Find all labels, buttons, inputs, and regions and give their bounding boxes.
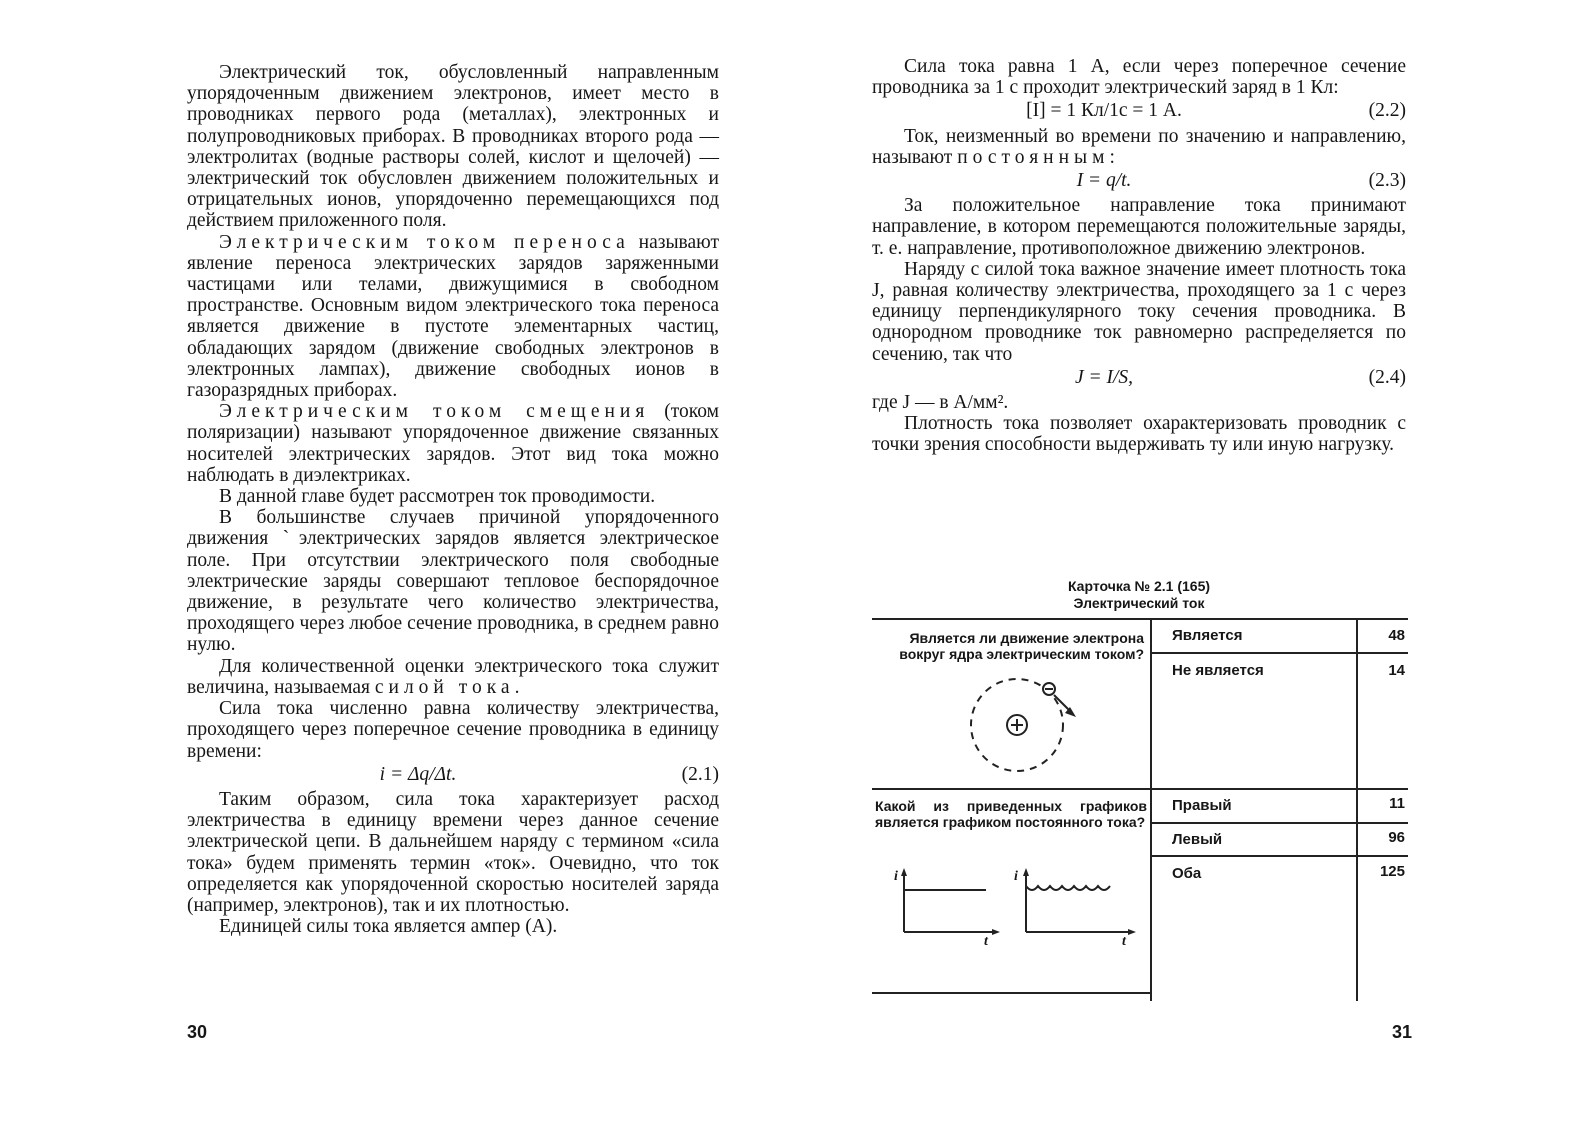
- paragraph: Плотность тока позволяет охарактеризовать проводник с точки зрения способности выдерживать ту или иную нагрузку.: [872, 413, 1406, 456]
- answer-divider: [1150, 652, 1408, 654]
- left-page: [187, 62, 719, 937]
- answer-divider: [1150, 855, 1408, 857]
- answer-code: 11: [1389, 795, 1405, 812]
- paragraph: За положительное направление тока принимают направление, в котором перемещаются положительные заряды, т. е. направление, противоположное движению электронов.: [872, 195, 1406, 259]
- paragraph-text: .: [514, 676, 520, 698]
- term-constant: постоянным: [957, 146, 1110, 168]
- paragraph-text: :: [1109, 146, 1115, 168]
- answer-code: 14: [1388, 662, 1405, 679]
- equation-number: (2.4): [1368, 366, 1406, 388]
- paragraph: В данной главе будет рассмотрен ток проводимости.: [219, 486, 656, 508]
- paragraph: Единицей силы тока является ампер (А).: [219, 916, 558, 938]
- right-page: [872, 56, 1406, 456]
- equation-2-2: [872, 100, 1406, 121]
- atom-diagram-icon: [962, 673, 1102, 783]
- page-number-left: 30: [187, 1022, 208, 1042]
- equation-2-1: [187, 764, 719, 785]
- card-border-top: [872, 618, 1408, 620]
- paragraph: В большинстве случаев причиной упорядоченного движения ˋэлектрических зарядов является электрическое поле. При отсутствии электрического поля свободные электрические заряды совершают тепловое беспорядочное движение, в результате чего количество электричества, проходящего через любое сечение проводника, в среднем равно нулю.: [187, 507, 719, 656]
- graph-right-y-label: i: [1014, 869, 1018, 884]
- paragraph-current-strength: [187, 656, 719, 698]
- graph-left-x-label: t: [984, 934, 988, 949]
- answer-q1-yes: Является: [1172, 627, 1243, 644]
- question-card: [872, 618, 1408, 1003]
- question-2: Какой из приведенных графиков является графиком постоянного тока?: [875, 798, 1147, 830]
- card-border-bottom: [872, 992, 1152, 994]
- answer-q2-right: Правый: [1172, 797, 1232, 814]
- card-divider-code: [1356, 618, 1358, 1001]
- equation-2-3: [872, 170, 1406, 191]
- paragraph: Электрический ток, обусловленный направленным упорядоченным движением электронов, имеет место в проводниках первого рода (металлах), электронных и полупроводниковых приборах. В проводниках второго рода — электролитах (водные растворы солей, кислот и щелочей) — электрический ток обусловлен движением положительных и отрицательных ионов, упорядоченно перемещающихся под действием приложенного поля.: [187, 62, 719, 232]
- question-1: Является ли движение электрона вокруг ядра электрическим током?: [899, 630, 1144, 662]
- card-divider-question: [1150, 618, 1152, 1001]
- card-subtitle: Электрический ток: [1073, 595, 1205, 611]
- equation-2-4: [872, 367, 1406, 388]
- paragraph-transfer-current: [187, 232, 719, 402]
- term-displacement-current: Электрическим током смещения: [219, 401, 650, 423]
- answer-q2-left: Левый: [1172, 831, 1223, 848]
- answer-code: 48: [1388, 627, 1405, 644]
- graph-left-y-label: i: [894, 869, 898, 884]
- equation-number: (2.2): [1368, 100, 1406, 122]
- paragraph: где J — в А/мм².: [872, 392, 1009, 414]
- paragraph-text: Для количественной оценки электрического тока служит величина, называемая: [187, 655, 719, 698]
- paragraph-text: (током поляризации) называют упорядоченное движение связанных носителей электрических зарядов. Этот вид тока можно наблюдать в диэлектриках.: [187, 401, 719, 486]
- paragraph: Сила тока численно равна количеству электричества, проходящего через поперечное сечение проводника в единицу времени:: [187, 698, 719, 762]
- formula: I = q/t.: [1076, 170, 1132, 192]
- answer-code: 96: [1388, 829, 1405, 846]
- equation-number: (2.3): [1368, 170, 1406, 192]
- paragraph: Наряду с силой тока важное значение имеет плотность тока J, равная количеству электричества, проходящего за 1 с через единицу перпендикулярного току сечения проводника. В однородном проводнике ток равномерно распределяется по сечению, так что: [872, 258, 1406, 365]
- graph-right-x-label: t: [1122, 934, 1126, 949]
- card-title: Карточка № 2.1 (165): [1067, 578, 1211, 594]
- answer-q2-both: Оба: [1172, 865, 1202, 882]
- paragraph-text: называют явление переноса электрических зарядов заряженными частицами или телами, движущимися в свободном пространстве. Основным видом электрического тока переноса является движение в пустоте элементарных частиц, обладающих зарядом (движение свободных электронов в электронных лампах), движение свободных ионов в газоразрядных приборах.: [187, 231, 719, 402]
- paragraph: Сила тока равна 1 А, если через поперечное сечение проводника за 1 с проходит электрический заряд в 1 Кл:: [872, 56, 1406, 99]
- answer-code: 125: [1379, 863, 1405, 880]
- paragraph: Таким образом, сила тока характеризует расход электричества в единицу времени через данное сечение электрической цепи. В дальнейшем наряду с термином «сила тока» будем применять термин «ток». Очевидно, что ток определяется как упорядоченной скоростью носителей заряда (например, электронов), так и их плотностью.: [187, 788, 719, 916]
- equation-number: (2.1): [681, 763, 719, 785]
- paragraph-text: Ток, неизменный во времени по значению и направлению, называют: [872, 125, 1406, 168]
- answer-q1-no: Не является: [1172, 662, 1264, 679]
- paragraph-displacement-current: [187, 401, 719, 486]
- graph-right-ripple: [1012, 866, 1137, 950]
- card-heading: [872, 578, 1406, 612]
- term-current-strength: силой тока: [374, 676, 515, 698]
- formula: [I] = 1 Кл/1с = 1 А.: [1026, 100, 1182, 122]
- question-divider: [872, 788, 1408, 790]
- formula: J = I/S,: [1074, 366, 1134, 388]
- answer-divider: [1150, 822, 1408, 824]
- page-number-right: 31: [1392, 1022, 1413, 1042]
- formula: i = Δq/Δt.: [379, 763, 457, 785]
- term-transfer-current: Электрическим током переноса: [219, 231, 630, 253]
- paragraph-constant-current: [872, 126, 1406, 168]
